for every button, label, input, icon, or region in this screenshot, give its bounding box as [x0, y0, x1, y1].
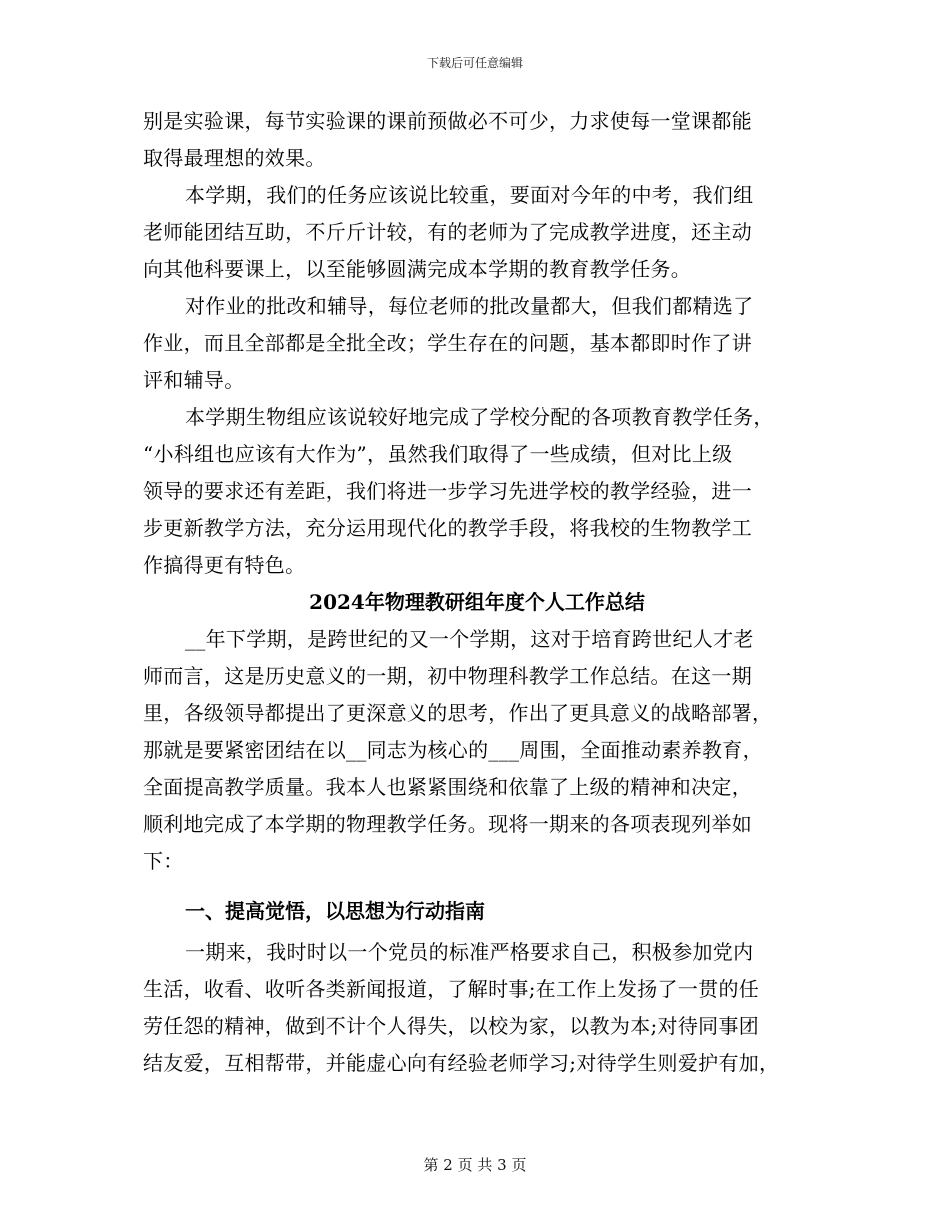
text-line: 作搞得更有特色。 [143, 553, 306, 577]
paragraph [143, 103, 811, 177]
text-line: 下： [143, 849, 184, 873]
page-footer: 第 2 页 共 3 页 [423, 1156, 527, 1174]
document-title: 2024年物理教研组年度个人工作总结 [309, 590, 645, 614]
text-line: 劳任怨的精神，做到不计个人得失，以校为家，以教为本;对待同事团 [143, 1014, 760, 1038]
text-line: 本学期，我们的任务应该说比较重，要面对今年的中考，我们组 [185, 183, 754, 207]
text-line: 里，各级领导都提出了更深意义的思考，作出了更具意义的战略部署， [143, 701, 773, 725]
paragraph [143, 288, 811, 399]
text-line: “小科组也应该有大作为”，虽然我们取得了一些成绩，但对比上级 [143, 442, 733, 466]
text-line: 那就是要紧密团结在以__同志为核心的___周围，全面推动素养教育， [143, 738, 763, 762]
text-line: 顺利地完成了本学期的物理教学任务。现将一期来的各项表现列举如 [143, 812, 752, 836]
document-body [143, 103, 811, 1082]
text-line: 本学期生物组应该说较好地完成了学校分配的各项教育教学任务， [185, 405, 774, 429]
paragraph [143, 934, 811, 1082]
text-line: 别是实验课，每节实验课的课前预做必不可少，力求使每一堂课都能 [143, 109, 752, 133]
text-line: 向其他科要课上，以至能够圆满完成本学期的教育教学任务。 [143, 257, 692, 281]
text-line: 评和辅导。 [143, 368, 245, 392]
text-line: 作业，而且全部都是全批全改；学生存在的问题，基本都即时作了讲 [143, 331, 752, 355]
text-line: 对作业的批改和辅导，每位老师的批改量都大，但我们都精选了 [185, 294, 754, 318]
section-heading: 一、提高觉悟，以思想为行动指南 [185, 899, 485, 923]
page-header: 下载后可任意编辑 [426, 56, 523, 70]
paragraph [143, 177, 811, 288]
text-line: __年下学期，是跨世纪的又一个学期，这对于培育跨世纪人才老 [185, 627, 754, 651]
text-line: 一期来，我时时以一个党员的标准严格要求自己，积极参加党内 [185, 940, 754, 964]
paragraph [143, 621, 811, 880]
text-line: 步更新教学方法，充分运用现代化的教学手段，将我校的生物教学工 [143, 516, 752, 540]
text-line: 取得最理想的效果。 [143, 146, 326, 170]
text-line: 师而言，这是历史意义的一期，初中物理科教学工作总结。在这一期 [143, 664, 752, 688]
text-line: 全面提高教学质量。我本人也紧紧围绕和依靠了上级的精神和决定， [143, 775, 752, 799]
text-line: 生活，收看、收听各类新闻报道，了解时事;在工作上发扬了一贯的任 [143, 977, 760, 1001]
paragraph [143, 399, 811, 584]
text-line: 结友爱，互相帮带，并能虚心向有经验老师学习;对待学生则爱护有加， [143, 1051, 780, 1075]
text-line: 领导的要求还有差距，我们将进一步学习先进学校的教学经验，进一 [143, 479, 752, 503]
text-line: 老师能团结互助，不斤斤计较，有的老师为了完成教学进度，还主动 [143, 220, 752, 244]
